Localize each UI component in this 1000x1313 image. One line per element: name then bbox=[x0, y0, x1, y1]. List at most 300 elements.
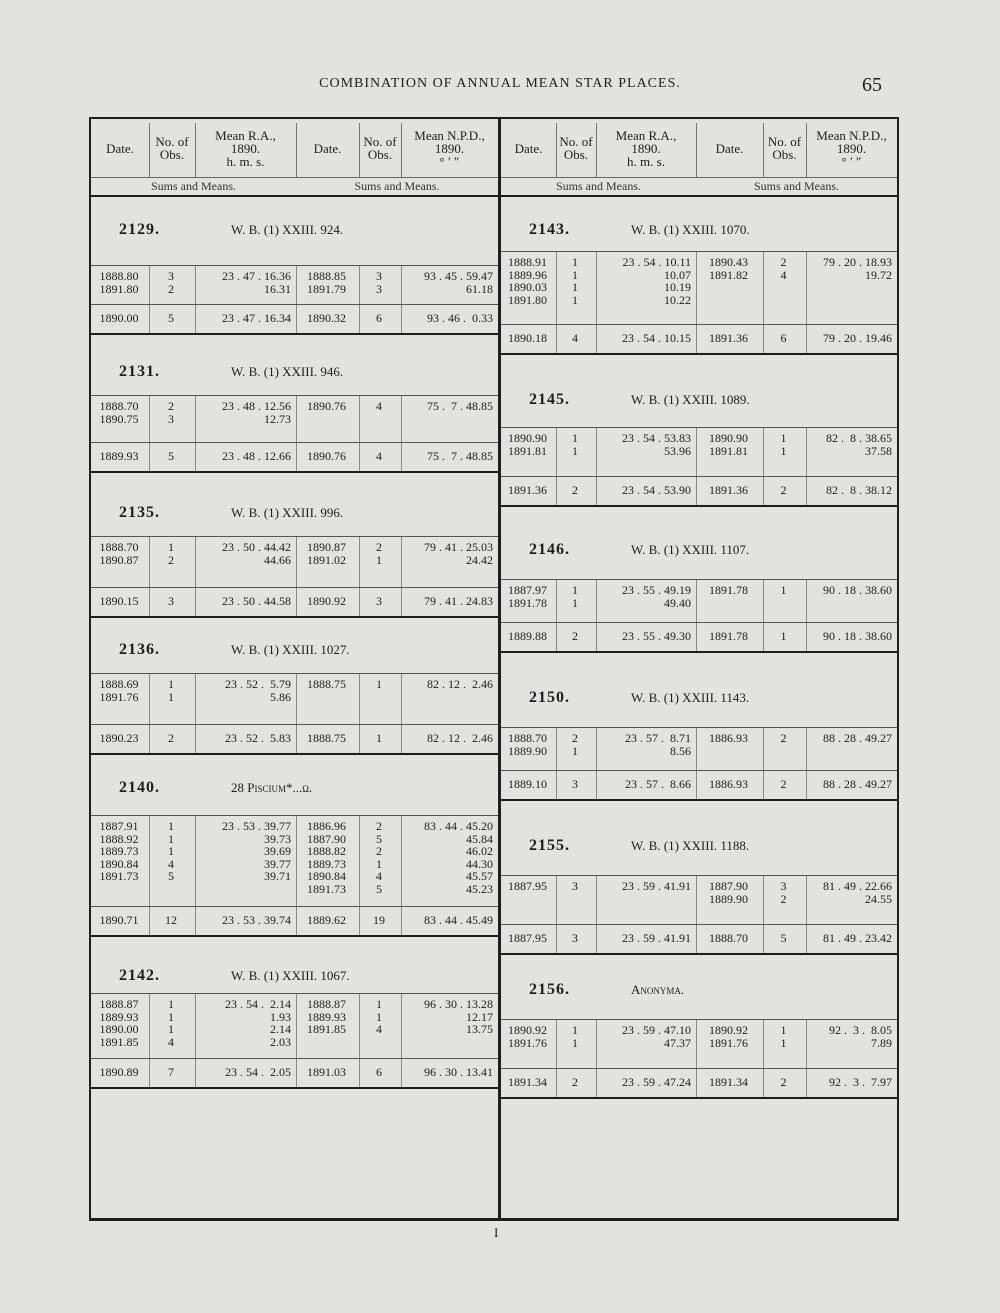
cell-rule bbox=[806, 252, 807, 324]
mean-npd-value-cell: 79 . 41 . 24.83 bbox=[424, 594, 493, 608]
mean-date-cell: 1891.03 bbox=[307, 1065, 346, 1079]
header-rule bbox=[596, 123, 597, 177]
ra-value-cell: 23 . 52 . 5.79 5.86 bbox=[225, 677, 291, 704]
mean-npd-value-cell: 92 . 3 . 7.97 bbox=[829, 1075, 892, 1089]
mean-obs-count-cell: 3 bbox=[572, 777, 578, 791]
date-cell: 1886.96 1887.90 1888.82 1889.73 1890.84 1891.73 bbox=[307, 819, 346, 896]
cell-rule bbox=[401, 305, 402, 333]
mean-row bbox=[501, 476, 897, 505]
date-cell: 1890.90 1891.81 bbox=[709, 431, 748, 458]
cell-rule bbox=[296, 674, 297, 724]
observations-row bbox=[91, 674, 498, 724]
mean-npd-value-cell: 79 . 20 . 19.46 bbox=[823, 331, 892, 345]
cell-rule bbox=[359, 443, 360, 471]
observations-row bbox=[501, 1020, 897, 1068]
cell-rule bbox=[556, 1069, 557, 1097]
cell-rule bbox=[296, 266, 297, 304]
obs-count-cell: 1 1 bbox=[572, 1023, 578, 1050]
mean-date-cell: 1891.78 bbox=[709, 629, 748, 643]
cell-rule bbox=[556, 252, 557, 324]
header-rule bbox=[696, 123, 697, 177]
cell-rule bbox=[556, 580, 557, 622]
cell-rule bbox=[596, 623, 597, 651]
cell-rule bbox=[806, 876, 807, 924]
date-cell: 1888.70 1889.90 bbox=[508, 731, 547, 758]
obs-count-cell: 1 2 bbox=[168, 540, 174, 567]
cell-rule bbox=[806, 325, 807, 353]
header-rule bbox=[359, 123, 360, 177]
cell-rule bbox=[763, 876, 764, 924]
header-rule bbox=[763, 123, 764, 177]
mean-date-cell: 1888.70 bbox=[709, 931, 748, 945]
page-number: 65 bbox=[862, 74, 882, 96]
date-cell: 1890.92 1891.76 bbox=[709, 1023, 748, 1050]
obs-count-cell: 1 1 bbox=[780, 431, 787, 458]
star-heading bbox=[91, 779, 498, 809]
date-cell: 1887.90 1889.90 bbox=[709, 879, 748, 906]
header-text: Date. bbox=[715, 140, 744, 156]
star-number: 2131. bbox=[119, 363, 160, 380]
cell-rule bbox=[556, 925, 557, 953]
obs-count-cell: 3 2 bbox=[168, 269, 174, 296]
cell-rule bbox=[296, 443, 297, 471]
cell-rule bbox=[149, 443, 150, 471]
mean-obs-count-cell: 6 bbox=[376, 1065, 382, 1079]
mean-npd-value-cell: 93 . 46 . 0.33 bbox=[427, 311, 493, 325]
observations-row bbox=[501, 728, 897, 770]
mean-ra-value-cell: 23 . 52 . 5.83 bbox=[225, 731, 291, 745]
npd-value-cell: 75 . 7 . 48.85 bbox=[427, 399, 493, 413]
date-cell: 1888.85 1891.79 bbox=[307, 269, 346, 296]
cell-rule bbox=[806, 477, 807, 505]
mean-ra-value-cell: 23 . 53 . 39.74 bbox=[222, 913, 291, 927]
mean-row bbox=[91, 906, 498, 935]
mean-date-cell: 1890.18 bbox=[508, 331, 547, 345]
star-heading bbox=[91, 641, 498, 671]
header-text: Obs. bbox=[772, 147, 797, 162]
column-header bbox=[91, 119, 498, 197]
mean-obs-count-cell: 6 bbox=[780, 331, 787, 345]
header-text: Date. bbox=[106, 140, 134, 156]
cell-rule bbox=[359, 994, 360, 1058]
cell-rule bbox=[696, 580, 697, 622]
observations-row bbox=[501, 428, 897, 476]
header-text: h. m. s. bbox=[627, 153, 665, 169]
cell-rule bbox=[763, 428, 764, 476]
cell-rule bbox=[195, 907, 196, 935]
header-no-obs bbox=[763, 119, 806, 177]
date-cell: 1890.43 1891.82 bbox=[709, 255, 748, 282]
ra-value-cell: 23 . 47 . 16.36 16.31 bbox=[222, 269, 291, 296]
header-mean-npd bbox=[401, 119, 498, 177]
cell-rule bbox=[806, 728, 807, 770]
cell-rule bbox=[401, 1059, 402, 1087]
cell-rule bbox=[806, 428, 807, 476]
mean-obs-count-cell: 4 bbox=[572, 331, 578, 345]
date-cell: 1890.87 1891.02 bbox=[307, 540, 346, 567]
ra-value-cell: 23 . 53 . 39.77 39.73 39.69 39.77 39.71 bbox=[222, 819, 291, 884]
cell-rule bbox=[556, 876, 557, 924]
mean-date-cell: 1890.89 bbox=[99, 1065, 139, 1079]
cell-rule bbox=[401, 725, 402, 753]
obs-count-cell: 2 1 bbox=[376, 540, 382, 567]
mean-date-cell: 1891.34 bbox=[709, 1075, 748, 1089]
observation-table bbox=[91, 993, 498, 1089]
header-text: Mean N.P.D., bbox=[816, 127, 887, 143]
mean-npd-value-cell: 88 . 28 . 49.27 bbox=[823, 777, 892, 791]
ra-value-cell: 23 . 50 . 44.42 44.66 bbox=[222, 540, 291, 567]
cell-rule bbox=[296, 725, 297, 753]
cell-rule bbox=[806, 1069, 807, 1097]
obs-count-cell: 1 1 1 4 5 bbox=[168, 819, 174, 884]
star-number: 2129. bbox=[119, 221, 160, 238]
star-number: 2142. bbox=[119, 967, 160, 984]
mean-row bbox=[501, 770, 897, 799]
star-number: 2136. bbox=[119, 641, 160, 658]
mean-date-cell: 1891.36 bbox=[709, 483, 748, 497]
ra-value-cell: 23 . 48 . 12.56 12.73 bbox=[222, 399, 291, 426]
catalogue-reference: W. B. (1) XXIII. 1188. bbox=[631, 838, 750, 853]
cell-rule bbox=[195, 537, 196, 587]
cell-rule bbox=[149, 994, 150, 1058]
cell-rule bbox=[149, 1059, 150, 1087]
cell-rule bbox=[359, 725, 360, 753]
cell-rule bbox=[195, 1059, 196, 1087]
ra-value-cell: 23 . 54 . 53.83 53.96 bbox=[622, 431, 691, 458]
cell-rule bbox=[596, 252, 597, 324]
cell-rule bbox=[149, 266, 150, 304]
catalogue-reference: W. B. (1) XXIII. 996. bbox=[231, 505, 344, 520]
cell-rule bbox=[401, 674, 402, 724]
date-cell: 1887.95 bbox=[508, 879, 547, 893]
cell-rule bbox=[296, 816, 297, 906]
star-heading bbox=[501, 391, 897, 421]
cell-rule bbox=[149, 588, 150, 616]
cell-rule bbox=[696, 252, 697, 324]
header-text: 1890. bbox=[434, 140, 465, 156]
cell-rule bbox=[763, 728, 764, 770]
cell-rule bbox=[149, 725, 150, 753]
header-date bbox=[296, 119, 359, 177]
observation-table bbox=[501, 251, 897, 355]
mean-date-cell: 1891.34 bbox=[508, 1075, 547, 1089]
cell-rule bbox=[195, 588, 196, 616]
mean-ra-value-cell: 23 . 48 . 12.66 bbox=[222, 449, 291, 463]
cell-rule bbox=[556, 623, 557, 651]
cell-rule bbox=[296, 537, 297, 587]
cell-rule bbox=[401, 907, 402, 935]
header-rule bbox=[195, 123, 196, 177]
mean-date-cell: 1891.36 bbox=[508, 483, 547, 497]
mean-date-cell: 1890.15 bbox=[99, 594, 139, 608]
observations-row bbox=[91, 537, 498, 587]
ra-value-cell: 23 . 59 . 41.91 bbox=[622, 879, 691, 893]
star-number: 2146. bbox=[529, 541, 570, 558]
cell-rule bbox=[596, 1020, 597, 1068]
npd-value-cell: 82 . 8 . 38.65 37.58 bbox=[826, 431, 892, 458]
cell-rule bbox=[556, 771, 557, 799]
obs-count-cell: 2 1 bbox=[572, 731, 578, 758]
cell-rule bbox=[806, 623, 807, 651]
npd-value-cell: 83 . 44 . 45.20 45.84 46.02 44.30 45.57 45.23 bbox=[424, 819, 493, 896]
date-cell: 1890.90 1891.81 bbox=[508, 431, 547, 458]
header-no-obs bbox=[556, 119, 596, 177]
cell-rule bbox=[763, 1069, 764, 1097]
mean-obs-count-cell: 2 bbox=[572, 629, 578, 643]
date-cell: 1888.70 1890.87 bbox=[99, 540, 139, 567]
cell-rule bbox=[149, 674, 150, 724]
header-text: h. m. s. bbox=[226, 153, 265, 169]
cell-rule bbox=[806, 580, 807, 622]
header-mean-npd bbox=[806, 119, 897, 177]
cell-rule bbox=[195, 994, 196, 1058]
observations-row bbox=[91, 994, 498, 1058]
observations-row bbox=[91, 816, 498, 906]
header-text: No. of bbox=[559, 134, 593, 149]
header-text: 1890. bbox=[230, 140, 261, 156]
catalogue-reference: W. B. (1) XXIII. 1143. bbox=[631, 690, 750, 705]
cell-rule bbox=[195, 674, 196, 724]
mean-obs-count-cell: 4 bbox=[376, 449, 382, 463]
cell-rule bbox=[359, 674, 360, 724]
catalogue-reference: W. B. (1) XXIII. 1027. bbox=[231, 642, 350, 657]
cell-rule bbox=[806, 771, 807, 799]
date-cell: 1887.97 1891.78 bbox=[508, 583, 547, 610]
cell-rule bbox=[149, 305, 150, 333]
header-text: ° ′ ″ bbox=[439, 153, 460, 169]
obs-count-cell: 1 1 1 4 bbox=[168, 997, 174, 1049]
cell-rule bbox=[696, 477, 697, 505]
cell-rule bbox=[596, 925, 597, 953]
observation-table bbox=[91, 673, 498, 755]
cell-rule bbox=[696, 428, 697, 476]
catalogue-reference: W. B. (1) XXIII. 1089. bbox=[631, 392, 750, 407]
mean-date-cell: 1890.23 bbox=[99, 731, 139, 745]
mean-ra-value-cell: 23 . 50 . 44.58 bbox=[222, 594, 291, 608]
date-cell: 1888.75 bbox=[307, 677, 346, 691]
header-rule bbox=[149, 123, 150, 177]
mean-obs-count-cell: 5 bbox=[168, 449, 174, 463]
mean-obs-count-cell: 1 bbox=[780, 629, 787, 643]
mean-obs-count-cell: 2 bbox=[168, 731, 174, 745]
cell-rule bbox=[195, 266, 196, 304]
catalogue-reference: W. B. (1) XXIII. 1107. bbox=[631, 542, 750, 557]
observation-table bbox=[501, 427, 897, 507]
mean-ra-value-cell: 23 . 47 . 16.34 bbox=[222, 311, 291, 325]
mean-ra-value-cell: 23 . 57 . 8.66 bbox=[625, 777, 691, 791]
header-date bbox=[501, 119, 556, 177]
obs-count-cell: 1 1 4 bbox=[376, 997, 382, 1037]
cell-rule bbox=[195, 816, 196, 906]
obs-count-cell: 1 1 bbox=[780, 1023, 787, 1050]
cell-rule bbox=[763, 477, 764, 505]
mean-npd-value-cell: 81 . 49 . 23.42 bbox=[823, 931, 892, 945]
sums-and-means-label: Sums and Means. bbox=[696, 177, 897, 194]
mean-npd-value-cell: 83 . 44 . 45.49 bbox=[424, 913, 493, 927]
date-cell: 1888.70 1890.75 bbox=[99, 399, 139, 426]
mean-obs-count-cell: 12 bbox=[165, 913, 177, 927]
star-number: 2156. bbox=[529, 981, 570, 998]
npd-value-cell: 92 . 3 . 8.05 7.89 bbox=[829, 1023, 892, 1050]
obs-count-cell: 1 bbox=[376, 677, 382, 691]
ra-value-cell: 23 . 54 . 2.14 1.93 2.14 2.03 bbox=[225, 997, 291, 1049]
header-text: No. of bbox=[767, 134, 802, 149]
header-rule bbox=[401, 123, 402, 177]
cell-rule bbox=[401, 994, 402, 1058]
cell-rule bbox=[149, 537, 150, 587]
date-cell: 1890.76 bbox=[307, 399, 346, 413]
observation-table bbox=[501, 875, 897, 955]
npd-value-cell: 88 . 28 . 49.27 bbox=[823, 731, 892, 745]
mean-date-cell: 1889.10 bbox=[508, 777, 547, 791]
observations-row bbox=[501, 252, 897, 324]
cell-rule bbox=[596, 477, 597, 505]
obs-count-cell: 3 2 bbox=[780, 879, 787, 906]
npd-value-cell: 79 . 20 . 18.93 19.72 bbox=[823, 255, 892, 282]
cell-rule bbox=[401, 537, 402, 587]
cell-rule bbox=[763, 925, 764, 953]
cell-rule bbox=[806, 925, 807, 953]
mean-obs-count-cell: 7 bbox=[168, 1065, 174, 1079]
cell-rule bbox=[296, 396, 297, 442]
observations-row bbox=[501, 876, 897, 924]
mean-obs-count-cell: 3 bbox=[168, 594, 174, 608]
cell-rule bbox=[696, 925, 697, 953]
mean-row bbox=[501, 622, 897, 651]
mean-row bbox=[501, 924, 897, 953]
header-text: Obs. bbox=[563, 147, 589, 162]
date-cell: 1888.91 1889.96 1890.03 1891.80 bbox=[508, 255, 547, 307]
header-mean-ra bbox=[195, 119, 296, 177]
date-cell: 1887.91 1888.92 1889.73 1890.84 1891.73 bbox=[99, 819, 139, 884]
cell-rule bbox=[195, 305, 196, 333]
cell-rule bbox=[401, 588, 402, 616]
header-text: 1890. bbox=[631, 140, 661, 156]
header-text: Date. bbox=[313, 140, 342, 156]
cell-rule bbox=[359, 266, 360, 304]
cell-rule bbox=[696, 623, 697, 651]
mean-row bbox=[91, 1058, 498, 1087]
star-number: 2145. bbox=[529, 391, 570, 408]
date-cell: 1890.92 1891.76 bbox=[508, 1023, 547, 1050]
cell-rule bbox=[696, 728, 697, 770]
mean-obs-count-cell: 6 bbox=[376, 311, 382, 325]
page-header-title: COMBINATION OF ANNUAL MEAN STAR PLACES. bbox=[319, 76, 681, 91]
cell-rule bbox=[596, 428, 597, 476]
mean-row bbox=[91, 304, 498, 333]
mean-row bbox=[91, 587, 498, 616]
mean-date-cell: 1886.93 bbox=[709, 777, 748, 791]
header-rule bbox=[556, 123, 557, 177]
cell-rule bbox=[359, 1059, 360, 1087]
cell-rule bbox=[556, 325, 557, 353]
mean-obs-count-cell: 2 bbox=[780, 777, 787, 791]
cell-rule bbox=[359, 305, 360, 333]
catalogue-reference: 28 Piscium*...ω. bbox=[231, 780, 313, 795]
npd-value-cell: 96 . 30 . 13.28 12.17 13.75 bbox=[424, 997, 493, 1037]
mean-row bbox=[501, 1068, 897, 1097]
catalogue-reference: W. B. (1) XXIII. 924. bbox=[231, 222, 344, 237]
cell-rule bbox=[556, 428, 557, 476]
signature-mark: I bbox=[494, 1225, 499, 1240]
npd-value-cell: 79 . 41 . 25.03 24.42 bbox=[424, 540, 493, 567]
cell-rule bbox=[596, 771, 597, 799]
mean-date-cell: 1889.93 bbox=[99, 449, 139, 463]
mean-ra-value-cell: 23 . 59 . 41.91 bbox=[622, 931, 691, 945]
star-heading bbox=[91, 504, 498, 534]
catalogue-reference: W. B. (1) XXIII. 1067. bbox=[231, 968, 350, 983]
cell-rule bbox=[296, 1059, 297, 1087]
cell-rule bbox=[359, 816, 360, 906]
mean-ra-value-cell: 23 . 59 . 47.24 bbox=[622, 1075, 691, 1089]
observation-table bbox=[501, 727, 897, 801]
cell-rule bbox=[763, 252, 764, 324]
cell-rule bbox=[195, 443, 196, 471]
star-heading bbox=[501, 541, 897, 571]
obs-count-cell: 2 bbox=[780, 731, 787, 745]
date-cell: 1888.87 1889.93 1891.85 bbox=[307, 997, 346, 1037]
mean-row bbox=[501, 324, 897, 353]
cell-rule bbox=[596, 580, 597, 622]
header-date bbox=[696, 119, 763, 177]
cell-rule bbox=[556, 728, 557, 770]
right-column bbox=[501, 119, 897, 1089]
cell-rule bbox=[763, 1020, 764, 1068]
mean-npd-value-cell: 82 . 12 . 2.46 bbox=[427, 731, 493, 745]
obs-count-cell: 2 4 bbox=[780, 255, 787, 282]
observation-table bbox=[91, 395, 498, 473]
mean-date-cell: 1888.75 bbox=[307, 731, 346, 745]
left-column bbox=[91, 119, 498, 1079]
mean-date-cell: 1890.76 bbox=[307, 449, 346, 463]
cell-rule bbox=[696, 1020, 697, 1068]
cell-rule bbox=[596, 728, 597, 770]
mean-date-cell: 1889.88 bbox=[508, 629, 547, 643]
header-text: Mean N.P.D., bbox=[414, 127, 485, 143]
mean-obs-count-cell: 19 bbox=[373, 913, 385, 927]
cell-rule bbox=[359, 588, 360, 616]
star-number: 2155. bbox=[529, 837, 570, 854]
header-text: Mean R.A., bbox=[215, 127, 276, 143]
header-text: 1890. bbox=[836, 140, 867, 156]
obs-count-cell: 3 3 bbox=[376, 269, 382, 296]
mean-obs-count-cell: 2 bbox=[780, 483, 787, 497]
mean-row bbox=[91, 442, 498, 471]
obs-count-cell: 2 5 2 1 4 5 bbox=[376, 819, 382, 896]
observations-row bbox=[91, 266, 498, 304]
observation-table bbox=[91, 536, 498, 618]
cell-rule bbox=[401, 396, 402, 442]
catalogue-reference: W. B. (1) XXIII. 946. bbox=[231, 364, 344, 379]
cell-rule bbox=[195, 725, 196, 753]
mean-date-cell: 1890.71 bbox=[99, 913, 139, 927]
npd-value-cell: 82 . 12 . 2.46 bbox=[427, 677, 493, 691]
header-text: No. of bbox=[363, 134, 397, 149]
star-heading bbox=[501, 689, 897, 719]
cell-rule bbox=[763, 325, 764, 353]
mean-obs-count-cell: 2 bbox=[780, 1075, 787, 1089]
mean-ra-value-cell: 23 . 54 . 10.15 bbox=[622, 331, 691, 345]
mean-obs-count-cell: 3 bbox=[572, 931, 578, 945]
mean-obs-count-cell: 2 bbox=[572, 483, 578, 497]
cell-rule bbox=[401, 266, 402, 304]
sums-and-means-label: Sums and Means. bbox=[501, 177, 696, 194]
cell-rule bbox=[296, 588, 297, 616]
cell-rule bbox=[149, 907, 150, 935]
ra-value-cell: 23 . 54 . 10.11 10.07 10.19 10.22 bbox=[622, 255, 691, 307]
mean-obs-count-cell: 3 bbox=[376, 594, 382, 608]
cell-rule bbox=[596, 1069, 597, 1097]
